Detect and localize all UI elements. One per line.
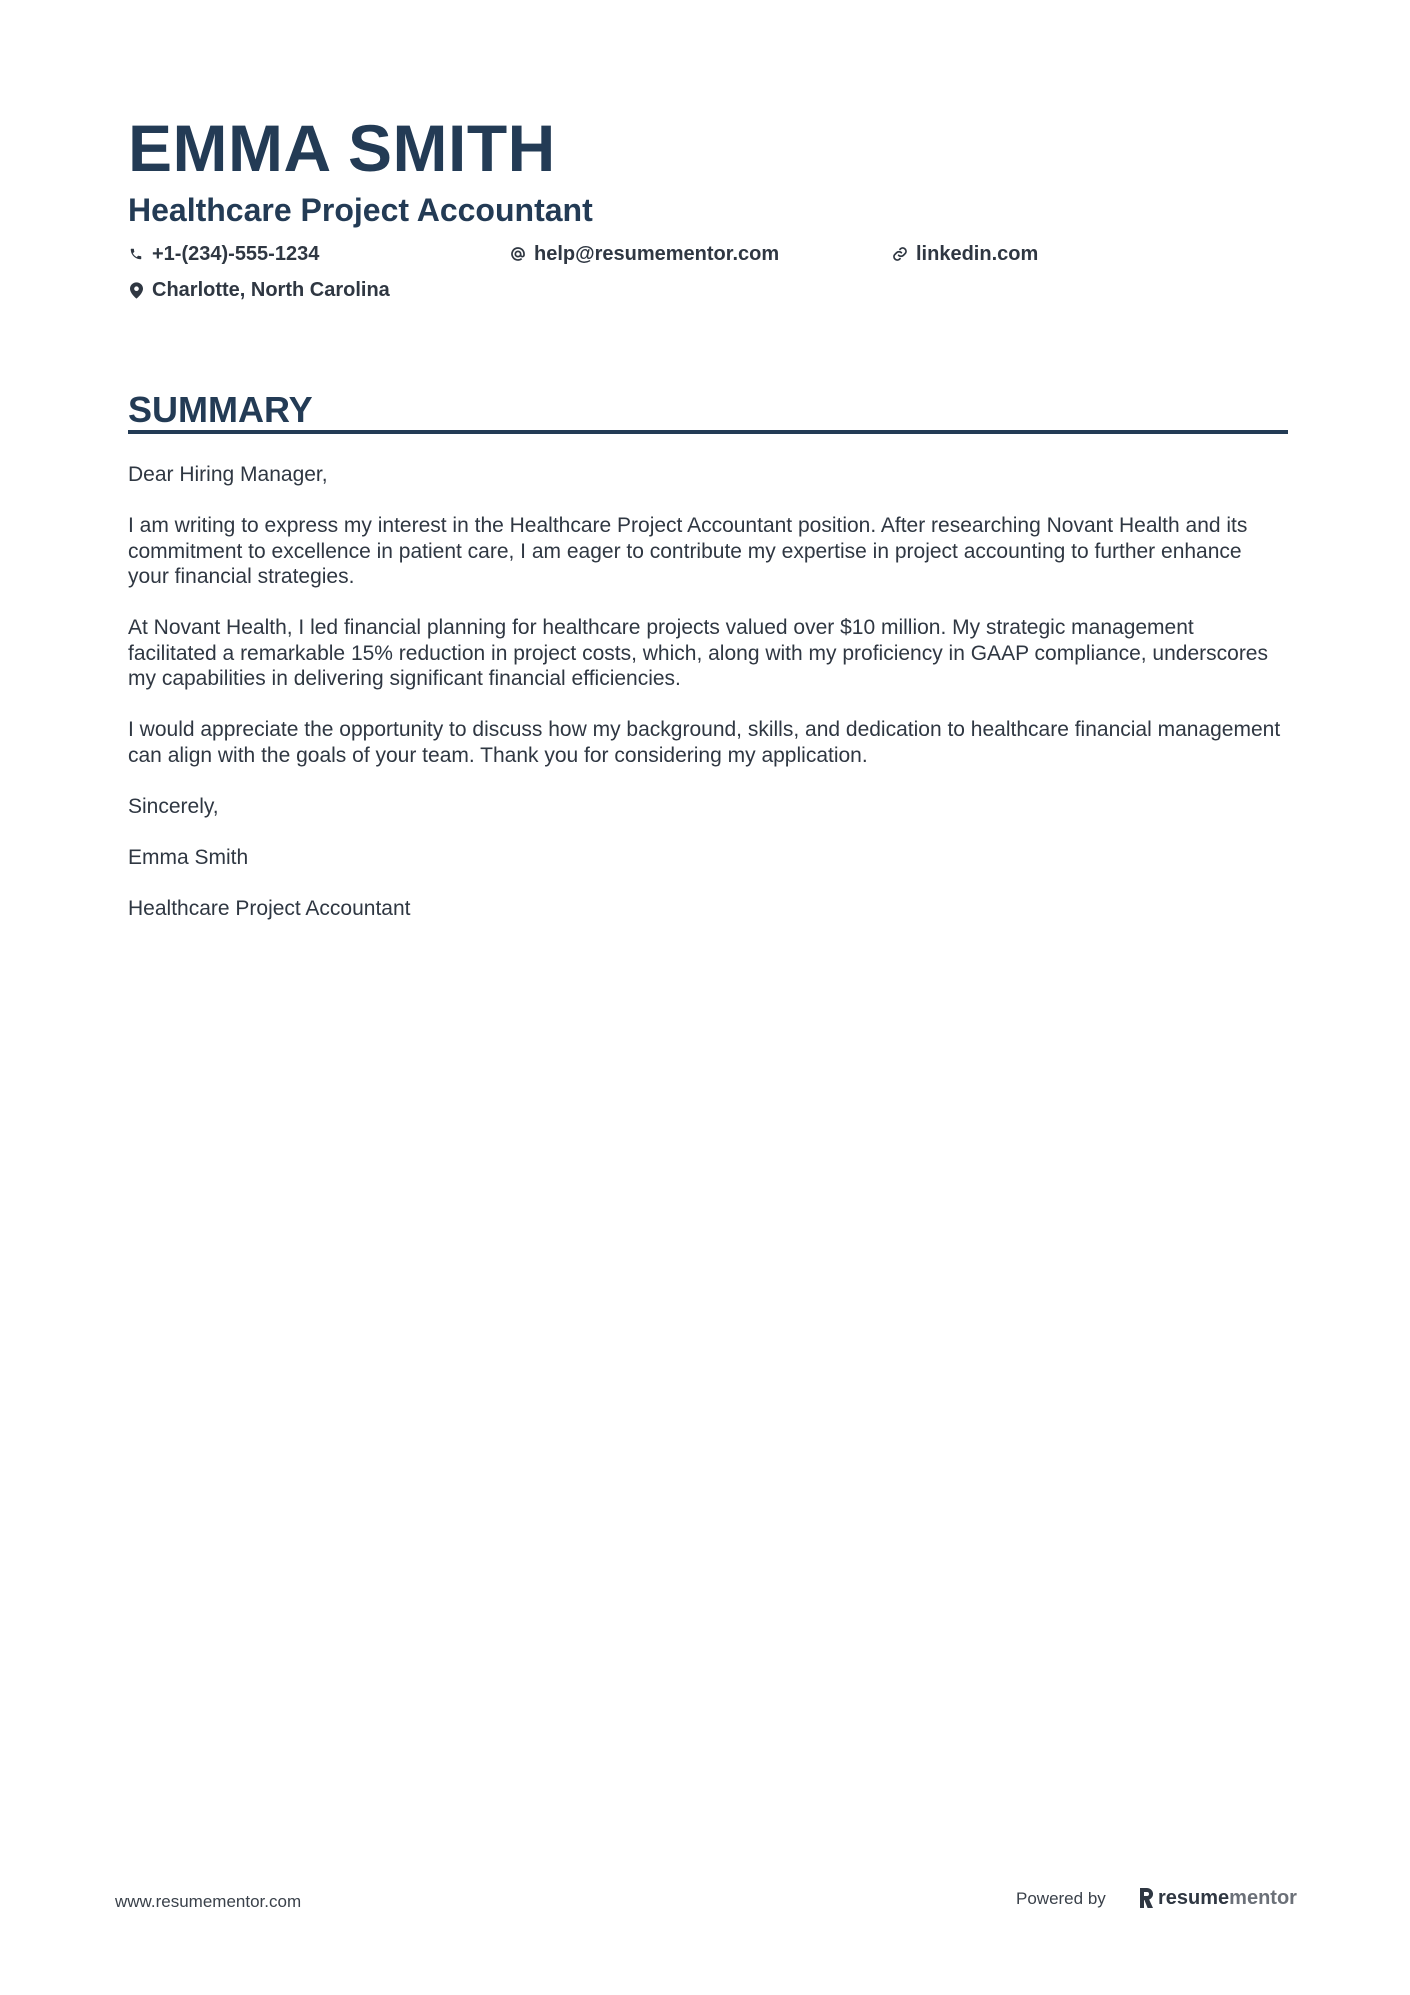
salutation: Dear Hiring Manager, (128, 463, 328, 486)
contact-email[interactable] (510, 240, 779, 268)
footer-url[interactable]: www.resumementor.com (115, 1892, 302, 1911)
contact-location (128, 276, 390, 304)
map-pin-icon (128, 281, 144, 299)
summary-heading: SUMMARY (128, 389, 313, 430)
phone-icon (128, 245, 144, 263)
location-text: Charlotte, North Carolina (152, 278, 390, 301)
contact-phone (128, 240, 319, 268)
letter-paragraph: I am writing to express my interest in the Healthcare Project Accountant position. After researching Novant Health and its commitment to excellence in patient care, I am eager to contribute my expertise in project accounting to further enhance your financial strategies. (128, 514, 1248, 588)
signature-title: Healthcare Project Accountant (128, 896, 411, 920)
brand-text-part1: resume (1158, 1886, 1230, 1909)
section-divider (128, 430, 1288, 434)
at-icon (510, 245, 526, 263)
brand-text-part2: mentor (1229, 1886, 1297, 1909)
link-icon (892, 245, 908, 263)
candidate-title: Healthcare Project Accountant (128, 192, 593, 228)
linkedin-text[interactable]: linkedin.com (916, 242, 1039, 265)
resumementor-logo-icon (1138, 1888, 1154, 1908)
letter-paragraph: I would appreciate the opportunity to discuss how my background, skills, and dedication to healthcare financial management can align with the goals of your team. Thank you for considering my application. (128, 718, 1281, 767)
letter-paragraph: At Novant Health, I led financial planning for healthcare projects valued over $10 million. My strategic management facilitated a remarkable 15% reduction in project costs, which, along with my proficiency in GAAP compliance, underscores my capabilities in delivering significant financial efficiencies. (128, 616, 1268, 690)
candidate-name: EMMA SMITH (128, 111, 556, 185)
contact-linkedin[interactable] (892, 240, 1038, 268)
letter-body (128, 462, 1288, 947)
brand-logo[interactable] (1138, 1885, 1297, 1911)
phone-text: +1-(234)-555-1234 (152, 242, 320, 265)
closing: Sincerely, (128, 794, 219, 818)
signature-name: Emma Smith (128, 845, 249, 869)
email-text[interactable]: help@resumementor.com (534, 242, 780, 265)
powered-by-label: Powered by (1016, 1889, 1106, 1908)
